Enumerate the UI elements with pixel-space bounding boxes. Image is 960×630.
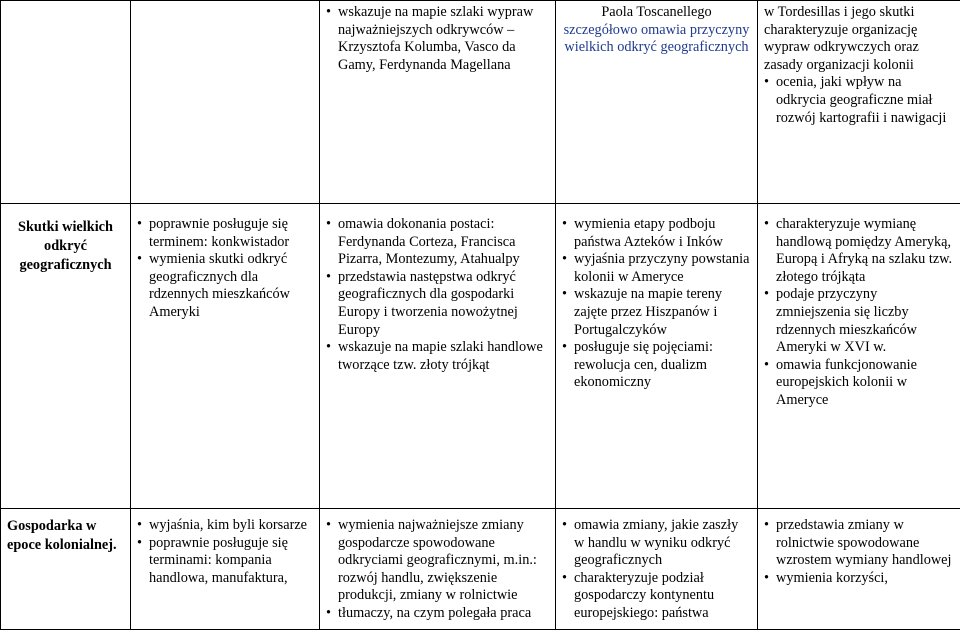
- grade-cell: [320, 1, 556, 204]
- grade-cell: [131, 509, 320, 630]
- list-item: • wskazuje na mapie szlaki wypraw najważniejszych odkrywców – Krzysztofa Kolumba, Vasco da Gamy, Ferdynanda Magellana: [326, 4, 549, 74]
- grade-cell: [758, 204, 960, 509]
- list-item: • wyjaśnia przyczyny powstania kolonii w Ameryce: [562, 251, 751, 286]
- list-item: • wskazuje na mapie szlaki handlowe tworzące tzw. złoty trójkąt: [326, 339, 549, 374]
- grade-cell: [320, 204, 556, 509]
- grade-cell: [556, 1, 758, 204]
- grade-cell: [758, 1, 960, 204]
- grade-cell: [556, 509, 758, 630]
- list-item: • posługuje się pojęciami: rewolucja cen, dualizm ekonomiczny: [562, 339, 751, 392]
- list-item: • charakteryzuje podział gospodarczy kontynentu europejskiego: państwa: [562, 570, 751, 623]
- table-row: [1, 1, 960, 204]
- list-item: • poprawnie posługuje się terminami: kompania handlowa, manufaktura,: [137, 535, 313, 588]
- list-item: • przedstawia następstwa odkryć geograficznych dla gospodarki Europy i tworzenia nowożytnej Europy: [326, 269, 549, 339]
- list-item: • charakteryzuje wymianę handlową pomiędzy Ameryką, Europą i Afryką na szlaku tzw. złotego trójkąta: [764, 216, 954, 286]
- list-item: • przedstawia zmiany w rolnictwie spowodowane wzrostem wymiany handlowej: [764, 517, 954, 570]
- grade-cell: [758, 509, 960, 630]
- list-item: charakteryzuje organizację wypraw odkrywczych oraz zasady organizacji kolonii: [764, 22, 954, 75]
- list-item: Paola Toscanellego: [562, 4, 751, 22]
- list-item: • wymienia korzyści,: [764, 570, 954, 588]
- table-row: [1, 204, 960, 509]
- list-item: • tłumaczy, na czym polegała praca: [326, 605, 549, 623]
- list-item: • ocenia, jaki wpływ na odkrycia geograficzne miał rozwój kartografii i nawigacji: [764, 74, 954, 127]
- list-item: w Tordesillas i jego skutki: [764, 4, 954, 22]
- list-item: • podaje przyczyny zmniejszenia się liczby rdzennych mieszkańców Ameryki w XVI w.: [764, 286, 954, 356]
- list-item: • wymienia najważniejsze zmiany gospodarcze spowodowane odkryciami geograficznymi, m.in.: rozwój handlu, zwiększenie produkcji, zmiany w rolnictwie: [326, 517, 549, 605]
- grade-cell: [556, 204, 758, 509]
- list-item: • omawia dokonania postaci: Ferdynanda Corteza, Francisca Pizarra, Montezumy, Atahualpy: [326, 216, 549, 269]
- list-item: szczegółowo omawia przyczyny wielkich odkryć geograficznych: [562, 22, 751, 57]
- row-heading: Skutki wielkich odkryć geograficznych: [1, 204, 131, 509]
- list-item: • poprawnie posługuje się terminem: konkwistador: [137, 216, 313, 251]
- grade-cell: [320, 509, 556, 630]
- list-item: • wymienia etapy podboju państwa Azteków i Inków: [562, 216, 751, 251]
- row-heading: [1, 1, 131, 204]
- list-item: • omawia funkcjonowanie europejskich kolonii w Ameryce: [764, 357, 954, 410]
- grade-cell: [131, 204, 320, 509]
- row-heading: Gospodarka w epoce kolonialnej.: [1, 509, 131, 630]
- list-item: • wymienia skutki odkryć geograficznych dla rdzennych mieszkańców Ameryki: [137, 251, 313, 321]
- grade-cell: [131, 1, 320, 204]
- list-item: • wskazuje na mapie tereny zajęte przez Hiszpanów i Portugalczyków: [562, 286, 751, 339]
- list-item: • wyjaśnia, kim byli korsarze: [137, 517, 313, 535]
- table-row: [1, 509, 960, 630]
- list-item: • omawia zmiany, jakie zaszły w handlu w wyniku odkryć geograficznych: [562, 517, 751, 570]
